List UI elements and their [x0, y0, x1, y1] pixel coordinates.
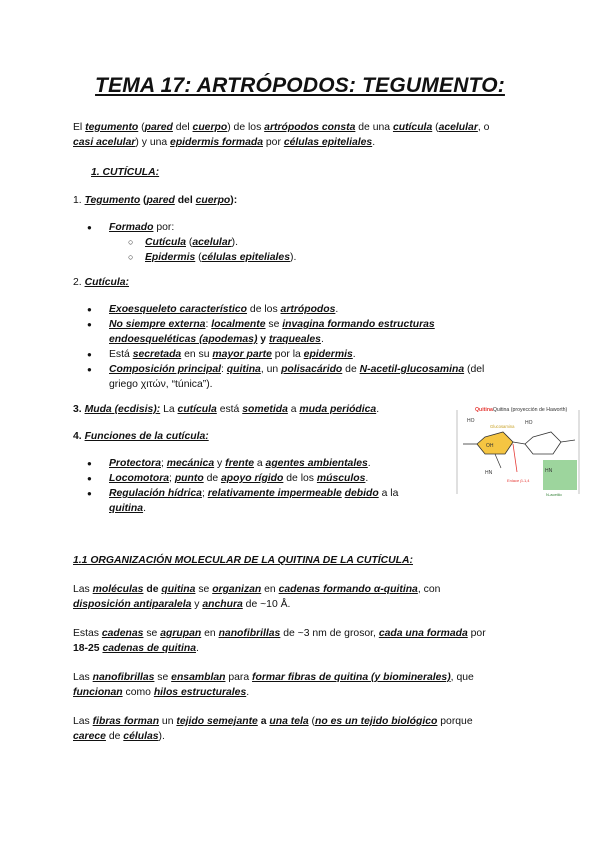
text: , un — [260, 364, 282, 375]
text: . — [335, 304, 339, 315]
text: del — [172, 122, 193, 133]
text: hilos estructurales — [153, 687, 247, 698]
text: de — [342, 364, 360, 375]
text: invagina formando estructuras — [282, 319, 435, 330]
text: frente — [225, 458, 254, 469]
text: sometida — [242, 404, 288, 415]
text: cadenas de quitina — [102, 643, 197, 654]
text: Protectora — [109, 458, 161, 469]
text: por: — [153, 222, 175, 233]
text: funcionan — [73, 687, 123, 698]
sugar-ring-2 — [525, 432, 561, 454]
text: de los — [283, 473, 317, 484]
text: por — [467, 628, 486, 639]
text: Las — [73, 672, 93, 683]
text: porque — [437, 716, 473, 727]
text: ). — [289, 252, 297, 263]
arrow-bond — [513, 444, 517, 472]
text: Exoesqueleto característico — [109, 304, 248, 315]
text: La — [160, 404, 178, 415]
text: organizan — [212, 584, 262, 595]
text: apoyo rígido — [221, 473, 284, 484]
text: Formado — [109, 222, 154, 233]
text: quitina — [161, 584, 196, 595]
text: cadenas — [101, 628, 144, 639]
text: formar fibras de quitina (y biominerales) — [252, 672, 451, 683]
text: epidermis — [303, 349, 353, 360]
text: de ~3 nm de grosor, — [280, 628, 379, 639]
text: secretada — [132, 349, 182, 360]
text: : — [205, 319, 212, 330]
text: relativamente impermeable — [207, 488, 342, 499]
text: se — [154, 672, 172, 683]
text: se — [265, 319, 283, 330]
text: . — [367, 458, 371, 469]
text: células epiteliales — [283, 137, 373, 148]
text: . — [196, 643, 199, 654]
text: a — [253, 458, 266, 469]
text: Las — [73, 584, 93, 595]
text: artrópodos — [280, 304, 336, 315]
text: . — [143, 503, 146, 514]
text: y — [214, 458, 226, 469]
text: ; — [169, 473, 175, 484]
text: Estas — [73, 628, 102, 639]
text: Funciones de la cutícula: — [84, 431, 209, 442]
label-n-acetilo: N-acetilo — [546, 492, 562, 497]
text: cuerpo — [195, 195, 231, 206]
text: endoesqueléticas (apodemas) — [109, 334, 258, 345]
list-item — [73, 302, 533, 317]
text: por — [263, 137, 284, 148]
text: se — [143, 628, 161, 639]
text: muda periódica — [299, 404, 377, 415]
text: . — [372, 137, 376, 148]
text: ( — [140, 195, 147, 206]
text: Locomotora — [109, 473, 170, 484]
label-hn-2: HN — [545, 468, 553, 474]
text: como — [122, 687, 154, 698]
text: no es un tejido biológico — [315, 716, 438, 727]
text: está — [216, 404, 243, 415]
text: cada una formada — [378, 628, 468, 639]
list-4 — [73, 456, 443, 516]
chitin-haworth-figure — [455, 402, 583, 500]
text: células — [123, 731, 159, 742]
figure-title — [475, 407, 568, 413]
text: No siempre externa — [109, 319, 206, 330]
list-item — [73, 235, 533, 250]
text: de una — [355, 122, 393, 133]
subsection-2 — [73, 275, 533, 290]
subsection-1 — [73, 193, 533, 208]
text: anchura — [202, 599, 243, 610]
text: (del — [464, 364, 485, 375]
text: quitina — [109, 503, 144, 514]
text: ) y una — [135, 137, 171, 148]
text: de — [105, 731, 124, 742]
text: carece — [73, 731, 106, 742]
sugar-ring-1 — [477, 432, 513, 454]
label-hn-1: HN — [485, 470, 493, 476]
text: nanofibrillas — [218, 628, 281, 639]
list-item — [73, 362, 533, 392]
text: cadenas formando α-quitina — [278, 584, 418, 595]
text: ( — [186, 237, 193, 248]
text: 18-25 — [73, 643, 103, 654]
text: agrupan — [160, 628, 202, 639]
text: localmente — [211, 319, 266, 330]
label-ho-1: HO — [467, 418, 475, 424]
text: cutícula — [392, 122, 433, 133]
text: a — [257, 716, 270, 727]
text: Composición principal — [109, 364, 221, 375]
text: artrópodos consta — [264, 122, 356, 133]
section-heading-cuticula: 1. CUTÍCULA: — [91, 167, 160, 178]
text: , o — [477, 122, 490, 133]
text: debido — [344, 488, 379, 499]
text: fibras forman — [92, 716, 160, 727]
text: traqueales — [268, 334, 321, 345]
paragraph-4 — [73, 714, 553, 744]
intro-paragraph — [73, 120, 533, 150]
figure-title-text: Quitina (proyección de Haworth) — [492, 407, 568, 413]
text: Tegumento — [84, 195, 141, 206]
text: músculos — [316, 473, 366, 484]
label-ho-2: HO — [525, 420, 533, 426]
text: acelular — [438, 122, 478, 133]
text: ; — [160, 458, 167, 469]
text: ). — [231, 237, 238, 248]
text: 3. — [73, 404, 85, 415]
text: punto — [174, 473, 204, 484]
text: para — [225, 672, 253, 683]
text: se — [195, 584, 213, 595]
text: Está — [109, 349, 133, 360]
text: . — [246, 687, 250, 698]
text: ; — [201, 488, 208, 499]
paragraph-2 — [73, 626, 553, 656]
text: Epidermis — [145, 252, 196, 263]
text: 2. — [73, 277, 85, 288]
text: quitina — [226, 364, 261, 375]
list-item — [73, 471, 443, 486]
list-item — [73, 250, 533, 265]
list-item — [73, 220, 533, 235]
text: y — [257, 334, 269, 345]
text: ( — [432, 122, 439, 133]
n-acetyl-highlight — [543, 460, 577, 490]
text: ). — [158, 731, 165, 742]
text: Cutícula: — [84, 277, 130, 288]
text: polisacárido — [281, 364, 343, 375]
figure-title-head: Quitina — [475, 407, 493, 413]
text: una tela — [269, 716, 309, 727]
text: Regulación hídrica — [109, 488, 202, 499]
text: mayor parte — [212, 349, 272, 360]
text: a la — [378, 488, 399, 499]
text: ( — [195, 252, 202, 263]
text: ( — [308, 716, 315, 727]
text: N-acetil-glucosamina — [359, 364, 465, 375]
text: : — [221, 364, 227, 375]
text: 4. — [73, 431, 85, 442]
text: ensamblan — [171, 672, 226, 683]
text: . — [352, 349, 356, 360]
text: y — [191, 599, 203, 610]
section-heading-1-1: 1.1 ORGANIZACIÓN MOLECULAR DE LA QUITINA DE LA CUTÍCULA: — [73, 555, 413, 566]
label-oh: OH — [486, 443, 494, 449]
paragraph-3 — [73, 670, 553, 700]
text: nanofibrillas — [92, 672, 155, 683]
text: agentes ambientales — [265, 458, 368, 469]
text: células epiteliales — [201, 252, 290, 263]
text: cutícula — [177, 404, 217, 415]
text: de los — [247, 304, 281, 315]
text: ) de los — [227, 122, 265, 133]
text: en su — [181, 349, 213, 360]
text: El — [73, 122, 86, 133]
list-item — [73, 486, 443, 516]
bond-1 — [495, 454, 501, 468]
text: un — [159, 716, 177, 727]
text: tegumento — [85, 122, 139, 133]
label-glucosamina: Glucosamina — [490, 424, 515, 429]
text: 1. — [73, 195, 85, 206]
text: casi acelular — [73, 137, 136, 148]
label-enlace: Enlace β-1,4 — [507, 478, 530, 483]
text: en — [261, 584, 279, 595]
text: por la — [271, 349, 304, 360]
text: de ~10 Å. — [242, 599, 291, 610]
page-title: TEMA 17: ARTRÓPODOS: TEGUMENTO: — [95, 74, 505, 97]
text: . — [365, 473, 369, 484]
text: pared — [144, 122, 173, 133]
text: griego χιτών, “túnica”). — [109, 379, 213, 390]
text: ( — [138, 122, 145, 133]
text: acelular — [192, 237, 232, 248]
text: ): — [230, 195, 238, 206]
list-item — [73, 456, 443, 471]
list-2 — [73, 302, 533, 392]
text: , que — [450, 672, 474, 683]
text: tejido semejante — [176, 716, 258, 727]
text: en — [201, 628, 219, 639]
text: . — [320, 334, 324, 345]
text: cuerpo — [192, 122, 228, 133]
text: . — [376, 404, 380, 415]
text: , con — [417, 584, 441, 595]
text: epidermis formada — [170, 137, 264, 148]
text: a — [287, 404, 300, 415]
text: mecánica — [166, 458, 215, 469]
text: Las — [73, 716, 93, 727]
subsection-3 — [73, 402, 443, 417]
list-item — [73, 317, 533, 347]
glycosidic-bond — [513, 442, 525, 444]
list-item — [73, 347, 533, 362]
text: pared — [146, 195, 175, 206]
list-1 — [73, 220, 533, 265]
text: disposición antiparalela — [73, 599, 192, 610]
text: del — [174, 195, 196, 206]
text: de — [203, 473, 222, 484]
text: moléculas — [92, 584, 144, 595]
paragraph-1 — [73, 582, 553, 612]
chain-right — [561, 440, 575, 442]
text: de — [143, 584, 162, 595]
text: Cutícula — [145, 237, 186, 248]
text: Muda (ecdisis): — [84, 404, 161, 415]
